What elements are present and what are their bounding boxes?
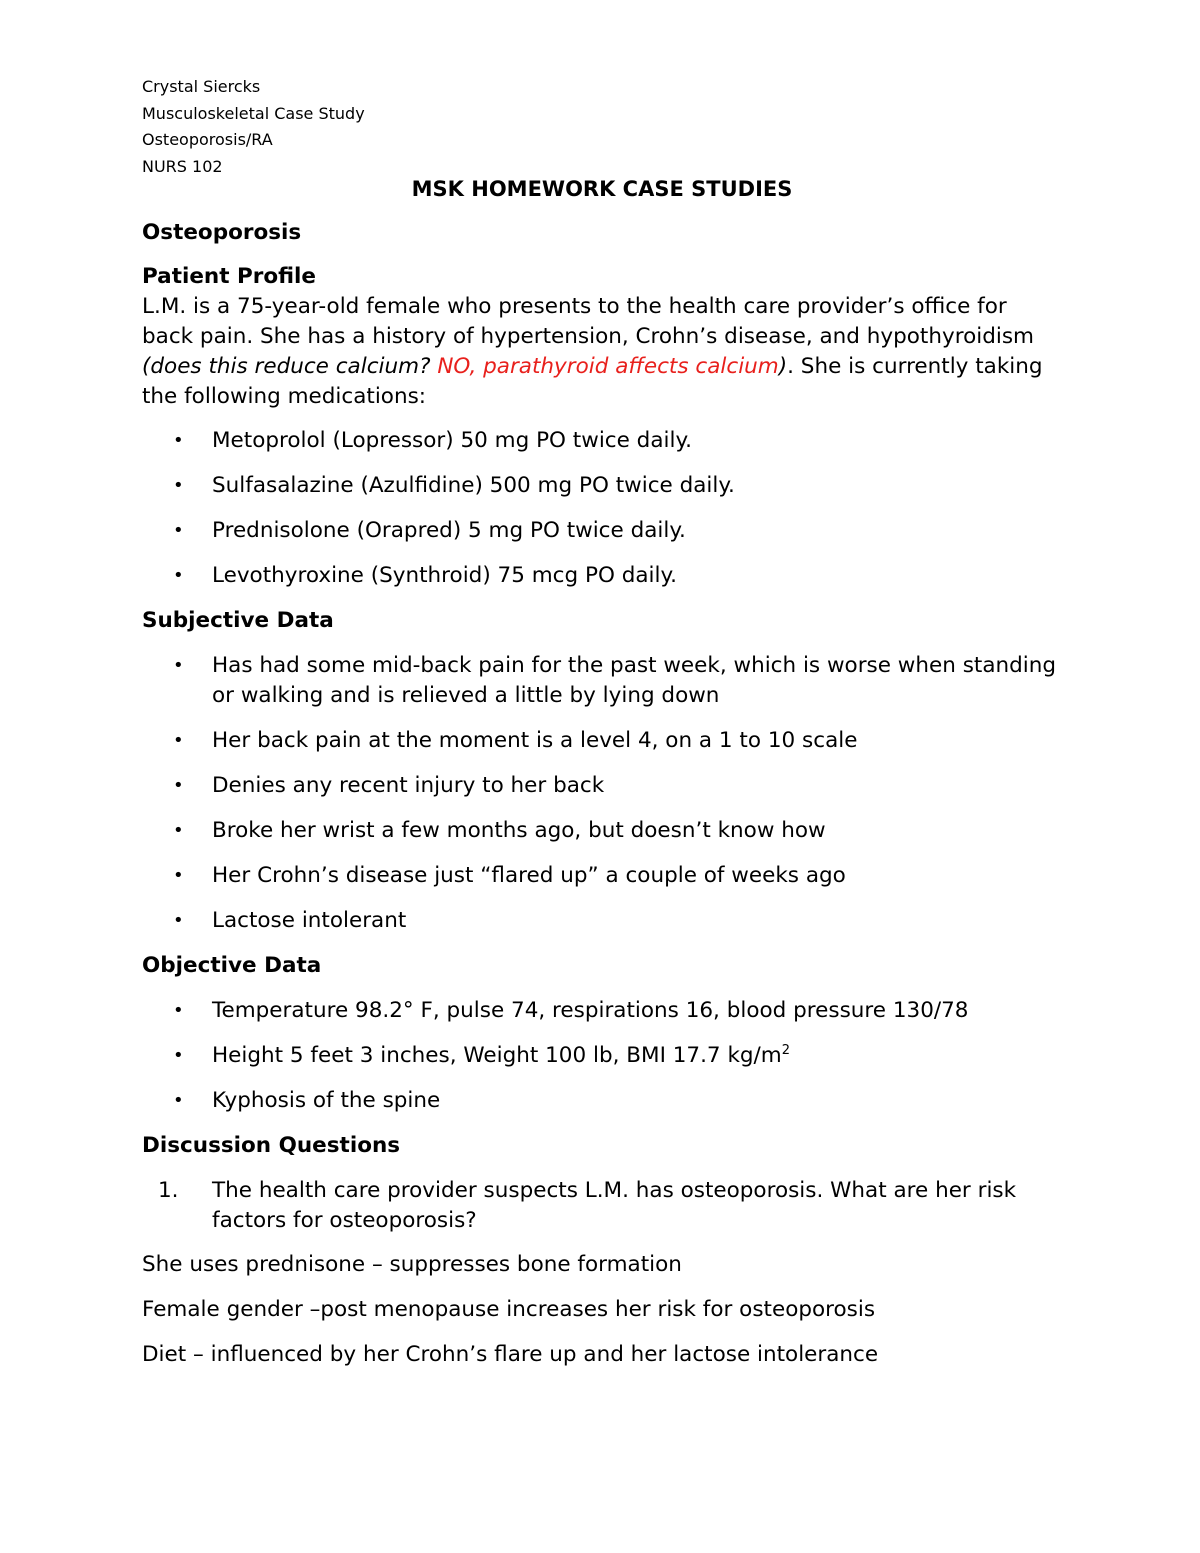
subjective-data-heading: Subjective Data	[142, 608, 334, 633]
answer-line: Diet – influenced by her Crohn’s flare up and her lactose intolerance	[142, 1342, 879, 1367]
medication-text: Sulfasalazine (Azulfidine) 500 mg PO twice daily.	[212, 473, 735, 498]
subjective-text: Broke her wrist a few months ago, but doesn’t know how	[212, 818, 826, 843]
bullet-icon: •	[173, 475, 184, 496]
discussion-questions-list	[142, 1176, 1062, 1236]
answer-line: Female gender –post menopause increases her risk for osteoporosis	[142, 1297, 876, 1322]
bullet-icon: •	[173, 520, 184, 541]
document-header	[142, 74, 365, 180]
objective-text: Height 5 feet 3 inches, Weight 100 lb, BMI 17.7 kg/m	[212, 1043, 782, 1068]
subjective-text: Denies any recent injury to her back	[212, 773, 605, 798]
list-item	[142, 816, 1062, 846]
subjective-text: Her back pain at the moment is a level 4, on a 1 to 10 scale	[212, 728, 858, 753]
subjective-text: Lactose intolerant	[212, 908, 407, 933]
objective-text: Kyphosis of the spine	[212, 1088, 441, 1113]
bullet-icon: •	[173, 1045, 184, 1066]
medication-text: Prednisolone (Orapred) 5 mg PO twice daily.	[212, 518, 686, 543]
bullet-icon: •	[173, 565, 184, 586]
subjective-text: Her Crohn’s disease just “flared up” a couple of weeks ago	[212, 863, 846, 888]
patient-profile-heading: Patient Profile	[142, 264, 317, 289]
course-topic: Musculoskeletal Case Study	[142, 103, 365, 123]
objective-text: Temperature 98.2° F, pulse 74, respirations 16, blood pressure 130/78	[212, 998, 969, 1023]
patient-profile-text	[142, 292, 1062, 412]
list-item	[142, 1176, 1062, 1236]
bullet-icon: •	[173, 865, 184, 886]
profile-text-after: . She is currently taking the following medications:	[142, 354, 1043, 409]
objective-data-heading: Objective Data	[142, 953, 322, 978]
profile-annotation	[142, 354, 787, 379]
bullet-icon: •	[173, 1090, 184, 1111]
annotation-red-answer: NO, parathyroid affects calcium	[437, 354, 779, 379]
list-item	[142, 771, 1062, 801]
objective-data-list	[142, 996, 1062, 1116]
bullet-icon: •	[173, 775, 184, 796]
course-code: NURS 102	[142, 156, 223, 176]
profile-text-before: L.M. is a 75-year-old female who presents to the health care provider’s office for back pain. She has a history of hypertension, Crohn’s disease, and hypothyroidism	[142, 294, 1034, 349]
list-item	[142, 726, 1062, 756]
author-name: Crystal Siercks	[142, 77, 261, 96]
subjective-text: Has had some mid-back pain for the past week, which is worse when standing or walking and is relieved a little by lying down	[212, 653, 1057, 708]
list-item	[142, 906, 1062, 936]
annotation-open: (does this reduce calcium?	[142, 354, 438, 379]
bullet-icon: •	[173, 1000, 184, 1021]
bullet-icon: •	[173, 430, 184, 451]
subjective-data-list	[142, 651, 1062, 936]
answer-line: She uses prednisone – suppresses bone formation	[142, 1252, 682, 1277]
medications-list	[142, 426, 1062, 591]
bullet-icon: •	[173, 910, 184, 931]
question-number: 1.	[158, 1178, 179, 1203]
list-item	[142, 561, 1062, 591]
medication-text: Levothyroxine (Synthroid) 75 mcg PO daily.	[212, 563, 677, 588]
bmi-superscript: 2	[781, 1043, 791, 1058]
bullet-icon: •	[173, 730, 184, 751]
list-item	[142, 1041, 1062, 1071]
document-title: MSK HOMEWORK CASE STUDIES	[411, 177, 793, 201]
document-body	[142, 172, 1062, 1385]
list-item	[142, 861, 1062, 891]
list-item	[142, 996, 1062, 1026]
question-text: The health care provider suspects L.M. has osteoporosis. What are her risk factors for osteoporosis?	[212, 1178, 1017, 1233]
list-item	[142, 1086, 1062, 1116]
bullet-icon: •	[173, 655, 184, 676]
section-title-osteoporosis: Osteoporosis	[142, 220, 302, 245]
list-item	[142, 651, 1062, 711]
medication-text: Metoprolol (Lopressor) 50 mg PO twice daily.	[212, 428, 692, 453]
subtopic: Osteoporosis/RA	[142, 130, 273, 149]
list-item	[142, 471, 1062, 501]
list-item	[142, 516, 1062, 546]
annotation-close: )	[778, 354, 788, 379]
discussion-questions-heading: Discussion Questions	[142, 1133, 401, 1158]
list-item	[142, 426, 1062, 456]
bullet-icon: •	[173, 820, 184, 841]
